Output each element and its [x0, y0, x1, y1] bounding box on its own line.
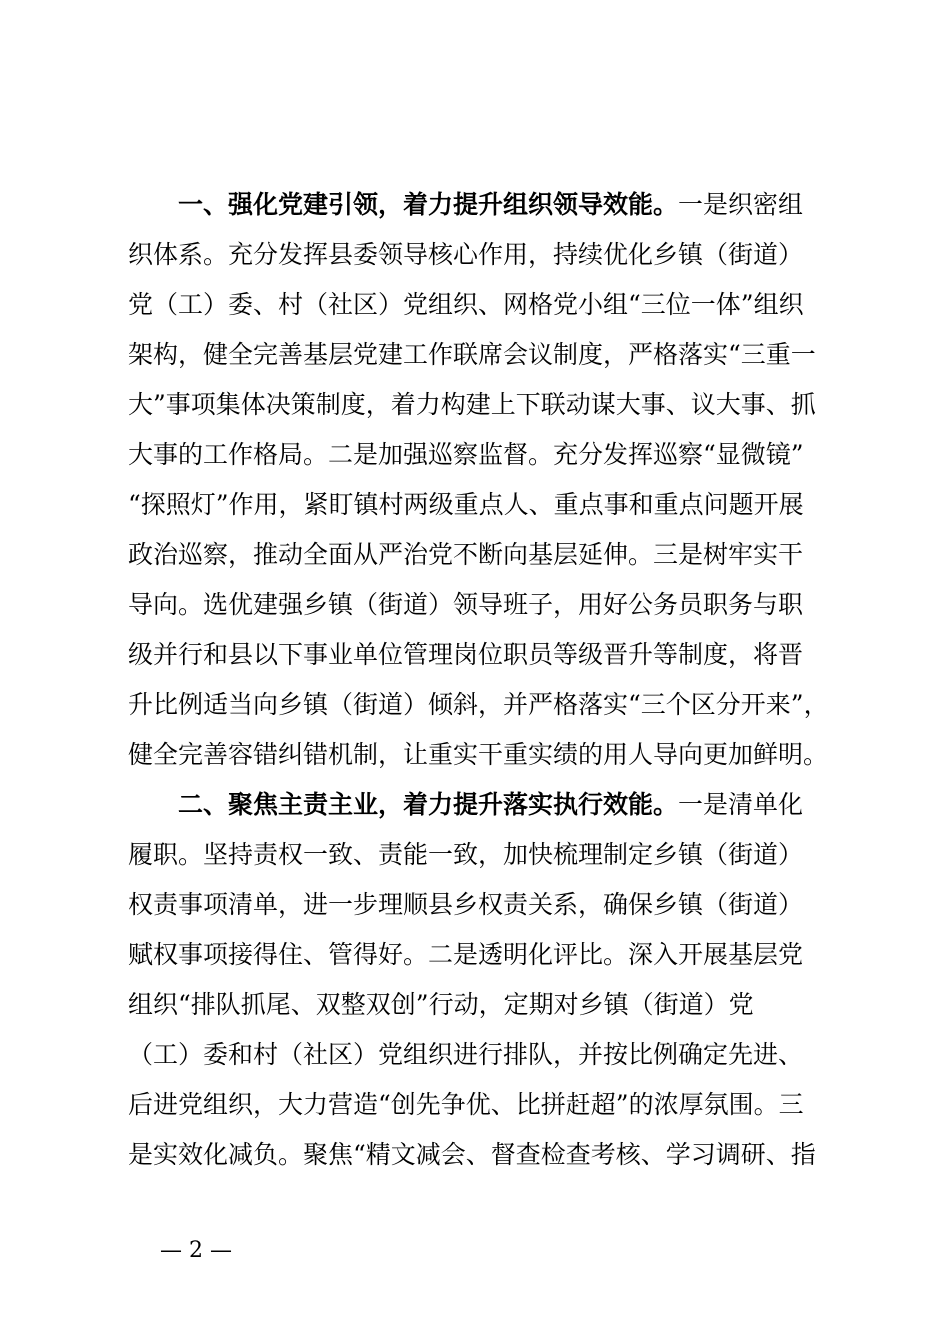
paragraph-line: 权责事项清单，进一步理顺县乡权责关系，确保乡镇（街道）: [128, 890, 804, 919]
paragraph-line: 导向。选优建强乡镇（街道）领导班子，用好公务员职务与职: [128, 590, 804, 619]
section-heading-1: 一、强化党建引领，着力提升组织领导效能。: [178, 190, 679, 219]
page-number: — 2 —: [160, 1238, 232, 1263]
paragraph-line: （工）委和村（社区）党组织进行排队，并按比例确定先进、: [128, 1040, 804, 1069]
paragraph-line: 架构，健全完善基层党建工作联席会议制度，严格落实“三重一: [128, 340, 816, 369]
paragraph-1-line-1: [128, 180, 838, 230]
paragraph-line: 升比例适当向乡镇（街道）倾斜，并严格落实“三个区分开来”，: [128, 690, 829, 719]
paragraph-line: 党（工）委、村（社区）党组织、网格党小组“三位一体”组织: [128, 290, 804, 319]
paragraph-2-line-1: [128, 780, 838, 830]
paragraph-line: 后进党组织，大力营造“创先争优、比拼赶超”的浓厚氛围。三: [128, 1090, 804, 1119]
paragraph-text: 一是清单化: [678, 790, 804, 819]
section-heading-2: 二、聚焦主责主业，着力提升落实执行效能。: [178, 790, 679, 819]
paragraph-text: 一是织密组: [678, 190, 804, 219]
paragraph-line: “探照灯”作用，紧盯镇村两级重点人、重点事和重点问题开展: [128, 490, 804, 519]
paragraph-line: 履职。坚持责权一致、责能一致，加快梳理制定乡镇（街道）: [128, 840, 804, 869]
paragraph-line: 大”事项集体决策制度，着力构建上下联动谋大事、议大事、抓: [128, 390, 816, 419]
paragraph-line: 赋权事项接得住、管得好。二是透明化评比。深入开展基层党: [128, 940, 804, 969]
paragraph-line: 大事的工作格局。二是加强巡察监督。充分发挥巡察“显微镜”: [128, 440, 804, 469]
paragraph-line: 政治巡察，推动全面从严治党不断向基层延伸。三是树牢实干: [128, 540, 804, 569]
paragraph-line: 是实效化减负。聚焦“精文减会、督查检查考核、学习调研、指: [128, 1140, 816, 1169]
paragraph-line: 级并行和县以下事业单位管理岗位职员等级晋升等制度，将晋: [128, 640, 804, 669]
document-body: [128, 180, 838, 1180]
paragraph-line: 健全完善容错纠错机制，让重实干重实绩的用人导向更加鲜明。: [128, 740, 829, 769]
paragraph-line: 组织“排队抓尾、双整双创”行动，定期对乡镇（街道）党: [128, 990, 754, 1019]
paragraph-line: 织体系。充分发挥县委领导核心作用，持续优化乡镇（街道）: [128, 240, 804, 269]
